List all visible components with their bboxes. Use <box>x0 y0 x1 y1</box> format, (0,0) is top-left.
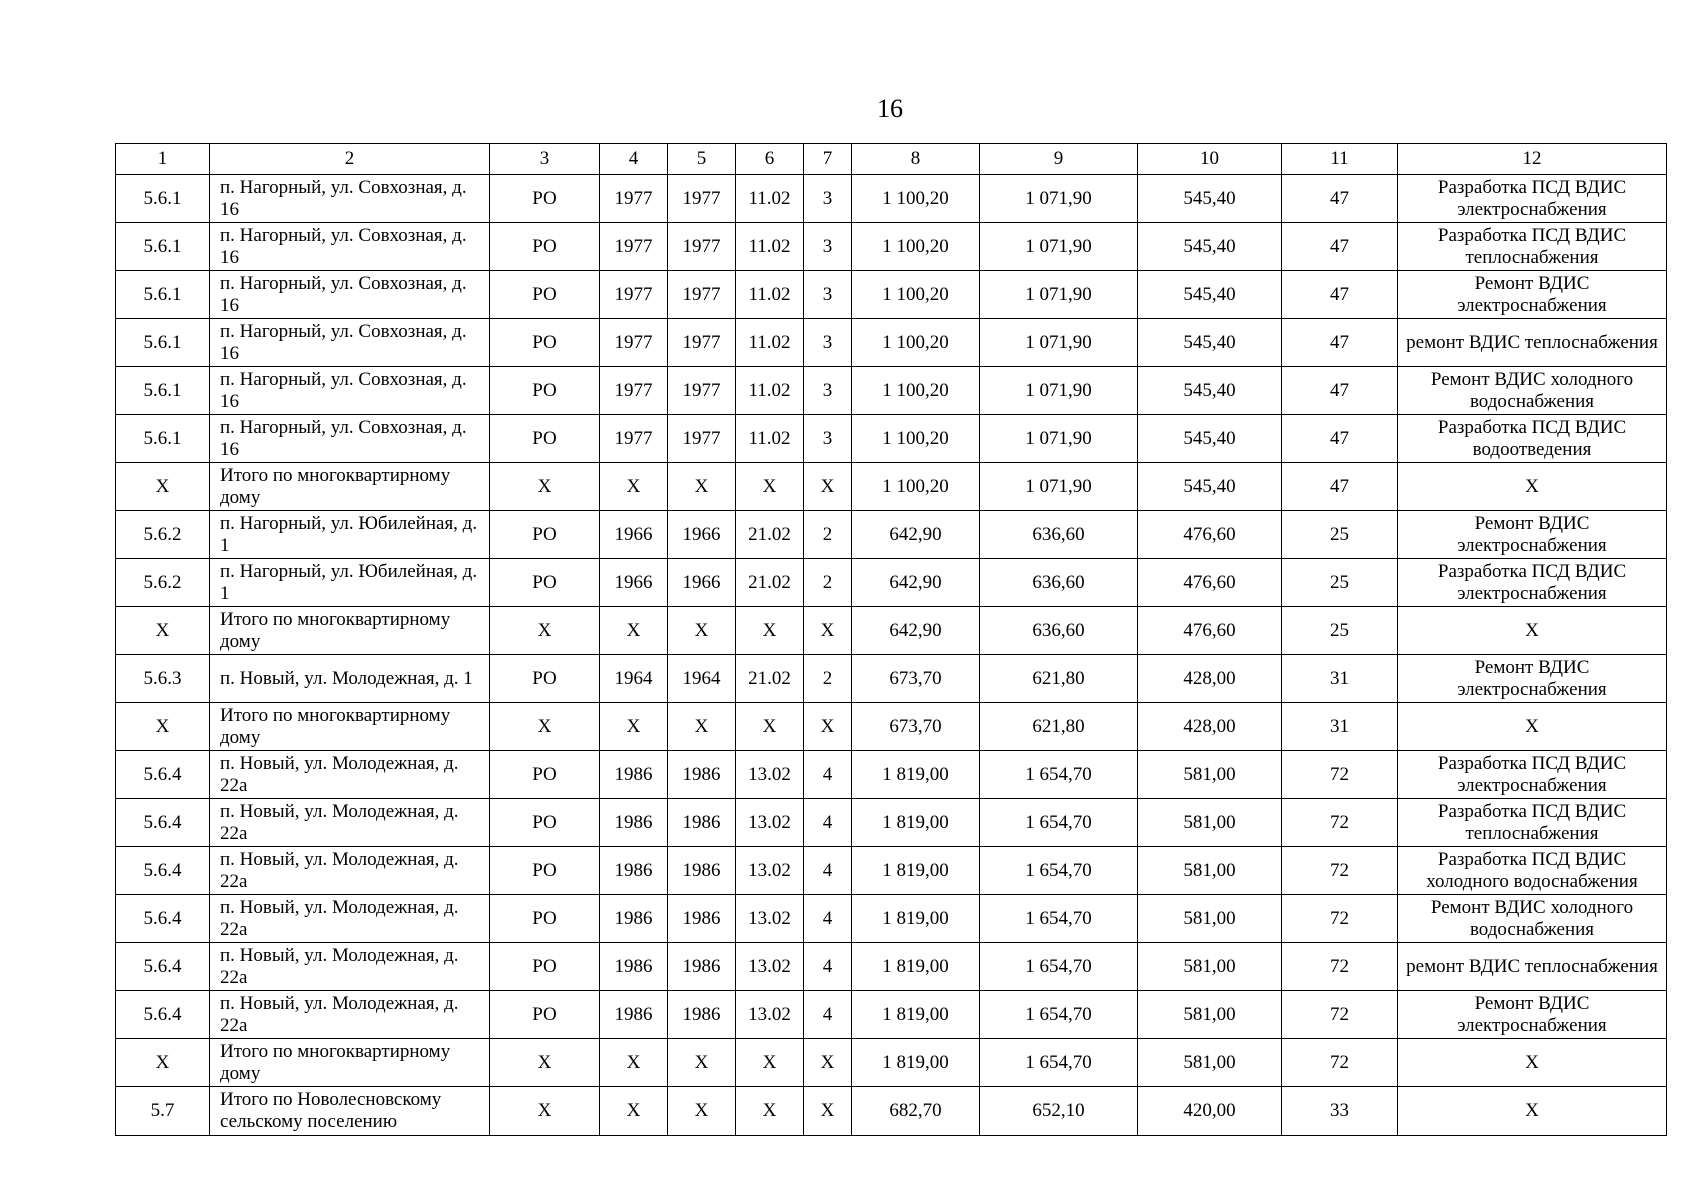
cell-floors: 2 <box>804 655 852 703</box>
cell-num: 5.6.2 <box>116 559 210 607</box>
cell-address: п. Новый, ул. Молодежная, д. 22а <box>210 943 490 991</box>
table-row <box>116 271 1667 319</box>
table-row <box>116 175 1667 223</box>
column-header: 12 <box>1398 144 1667 175</box>
cell-year-commission: Х <box>668 607 736 655</box>
cell-area-total: 1 100,20 <box>852 271 980 319</box>
cell-residents: 47 <box>1282 271 1398 319</box>
cell-area-total: 1 819,00 <box>852 1039 980 1087</box>
column-header: 1 <box>116 144 210 175</box>
cell-year-built: 1977 <box>600 271 668 319</box>
column-header: 6 <box>736 144 804 175</box>
cell-code: 13.02 <box>736 799 804 847</box>
cell-num: 5.6.1 <box>116 319 210 367</box>
cell-residents: 72 <box>1282 991 1398 1039</box>
cell-floors: 3 <box>804 319 852 367</box>
column-header: 10 <box>1138 144 1282 175</box>
cell-year-built: 1977 <box>600 319 668 367</box>
cell-area-other: 476,60 <box>1138 511 1282 559</box>
cell-floors: 3 <box>804 415 852 463</box>
cell-type: РО <box>490 223 600 271</box>
cell-area-other: 545,40 <box>1138 415 1282 463</box>
cell-floors: Х <box>804 703 852 751</box>
cell-code: Х <box>736 703 804 751</box>
cell-year-commission: 1977 <box>668 319 736 367</box>
cell-area-total: 1 819,00 <box>852 799 980 847</box>
cell-year-built: 1964 <box>600 655 668 703</box>
cell-residents: 47 <box>1282 367 1398 415</box>
cell-work-type: Разработка ПСД ВДИС теплоснабжения <box>1398 223 1667 271</box>
cell-area-living: 1 071,90 <box>980 415 1138 463</box>
cell-area-living: 636,60 <box>980 511 1138 559</box>
cell-floors: Х <box>804 463 852 511</box>
table-row <box>116 751 1667 799</box>
cell-area-other: 476,60 <box>1138 559 1282 607</box>
cell-address: п. Нагорный, ул. Совхозная, д. 16 <box>210 271 490 319</box>
cell-type: РО <box>490 319 600 367</box>
cell-year-commission: 1964 <box>668 655 736 703</box>
cell-code: Х <box>736 1087 804 1136</box>
cell-area-living: 1 654,70 <box>980 895 1138 943</box>
cell-area-other: 581,00 <box>1138 1039 1282 1087</box>
cell-address: п. Нагорный, ул. Совхозная, д. 16 <box>210 175 490 223</box>
cell-area-other: 428,00 <box>1138 655 1282 703</box>
table-row <box>116 463 1667 511</box>
cell-type: РО <box>490 175 600 223</box>
cell-residents: 25 <box>1282 511 1398 559</box>
table-row <box>116 991 1667 1039</box>
cell-year-built: Х <box>600 1039 668 1087</box>
cell-type: РО <box>490 991 600 1039</box>
cell-year-built: 1986 <box>600 943 668 991</box>
cell-address: п. Новый, ул. Молодежная, д. 22а <box>210 991 490 1039</box>
cell-area-living: 1 654,70 <box>980 1039 1138 1087</box>
cell-residents: 31 <box>1282 655 1398 703</box>
table-row <box>116 367 1667 415</box>
cell-floors: 4 <box>804 799 852 847</box>
cell-residents: 25 <box>1282 559 1398 607</box>
cell-year-built: Х <box>600 1087 668 1136</box>
cell-code: 11.02 <box>736 271 804 319</box>
column-header: 9 <box>980 144 1138 175</box>
cell-code: 11.02 <box>736 175 804 223</box>
cell-num: Х <box>116 607 210 655</box>
cell-area-other: 420,00 <box>1138 1087 1282 1136</box>
cell-num: Х <box>116 463 210 511</box>
cell-work-type: Разработка ПСД ВДИС электроснабжения <box>1398 175 1667 223</box>
column-header: 3 <box>490 144 600 175</box>
cell-area-total: 673,70 <box>852 703 980 751</box>
cell-address: п. Нагорный, ул. Совхозная, д. 16 <box>210 319 490 367</box>
cell-address: Итого по многоквартирному дому <box>210 607 490 655</box>
cell-work-type: Ремонт ВДИС электроснабжения <box>1398 271 1667 319</box>
cell-address: Итого по многоквартирному дому <box>210 703 490 751</box>
cell-num: Х <box>116 703 210 751</box>
cell-area-other: 545,40 <box>1138 271 1282 319</box>
cell-work-type: Ремонт ВДИС электроснабжения <box>1398 655 1667 703</box>
cell-residents: 72 <box>1282 799 1398 847</box>
cell-year-commission: 1977 <box>668 175 736 223</box>
cell-floors: Х <box>804 1087 852 1136</box>
cell-code: 11.02 <box>736 367 804 415</box>
cell-code: 11.02 <box>736 415 804 463</box>
cell-type: Х <box>490 463 600 511</box>
cell-address: п. Нагорный, ул. Совхозная, д. 16 <box>210 367 490 415</box>
cell-work-type: ремонт ВДИС теплоснабжения <box>1398 319 1667 367</box>
cell-year-commission: 1986 <box>668 847 736 895</box>
cell-area-other: 581,00 <box>1138 895 1282 943</box>
cell-address: п. Нагорный, ул. Совхозная, д. 16 <box>210 415 490 463</box>
cell-num: 5.6.4 <box>116 895 210 943</box>
cell-floors: 4 <box>804 895 852 943</box>
cell-num: 5.6.1 <box>116 271 210 319</box>
cell-year-built: Х <box>600 703 668 751</box>
cell-residents: 47 <box>1282 319 1398 367</box>
cell-area-living: 636,60 <box>980 607 1138 655</box>
cell-work-type: Разработка ПСД ВДИС водоотведения <box>1398 415 1667 463</box>
cell-area-other: 545,40 <box>1138 175 1282 223</box>
cell-address: п. Новый, ул. Молодежная, д. 22а <box>210 895 490 943</box>
cell-year-commission: 1977 <box>668 367 736 415</box>
table-row <box>116 703 1667 751</box>
cell-area-living: 621,80 <box>980 703 1138 751</box>
cell-num: 5.6.2 <box>116 511 210 559</box>
cell-year-commission: 1986 <box>668 991 736 1039</box>
cell-work-type: Ремонт ВДИС холодного водоснабжения <box>1398 367 1667 415</box>
cell-code: 13.02 <box>736 895 804 943</box>
cell-type: РО <box>490 367 600 415</box>
cell-code: 21.02 <box>736 559 804 607</box>
cell-area-other: 476,60 <box>1138 607 1282 655</box>
table-row <box>116 799 1667 847</box>
cell-address: п. Нагорный, ул. Юбилейная, д. 1 <box>210 511 490 559</box>
cell-residents: 72 <box>1282 943 1398 991</box>
cell-work-type: Разработка ПСД ВДИС теплоснабжения <box>1398 799 1667 847</box>
cell-work-type: Ремонт ВДИС электроснабжения <box>1398 991 1667 1039</box>
cell-type: РО <box>490 559 600 607</box>
table-row <box>116 511 1667 559</box>
cell-code: Х <box>736 1039 804 1087</box>
cell-year-commission: 1986 <box>668 895 736 943</box>
cell-area-total: 1 819,00 <box>852 991 980 1039</box>
cell-code: Х <box>736 607 804 655</box>
cell-code: 11.02 <box>736 319 804 367</box>
cell-floors: Х <box>804 607 852 655</box>
cell-residents: 72 <box>1282 895 1398 943</box>
cell-area-living: 1 654,70 <box>980 799 1138 847</box>
cell-code: Х <box>736 463 804 511</box>
cell-residents: 47 <box>1282 463 1398 511</box>
cell-floors: 3 <box>804 175 852 223</box>
column-header: 4 <box>600 144 668 175</box>
cell-type: РО <box>490 799 600 847</box>
cell-area-total: 642,90 <box>852 559 980 607</box>
cell-type: РО <box>490 655 600 703</box>
cell-address: п. Новый, ул. Молодежная, д. 1 <box>210 655 490 703</box>
cell-area-living: 636,60 <box>980 559 1138 607</box>
cell-area-total: 642,90 <box>852 511 980 559</box>
cell-residents: 31 <box>1282 703 1398 751</box>
table-row <box>116 943 1667 991</box>
column-header: 5 <box>668 144 736 175</box>
cell-work-type: Х <box>1398 703 1667 751</box>
cell-num: 5.6.4 <box>116 991 210 1039</box>
cell-year-commission: Х <box>668 463 736 511</box>
cell-year-commission: 1986 <box>668 751 736 799</box>
cell-work-type: Ремонт ВДИС холодного водоснабжения <box>1398 895 1667 943</box>
table-row <box>116 847 1667 895</box>
page-number: 16 <box>877 94 903 123</box>
cell-num: Х <box>116 1039 210 1087</box>
cell-area-living: 1 071,90 <box>980 271 1138 319</box>
cell-area-living: 1 071,90 <box>980 367 1138 415</box>
cell-year-commission: Х <box>668 1087 736 1136</box>
cell-area-living: 1 654,70 <box>980 943 1138 991</box>
cell-area-total: 1 100,20 <box>852 319 980 367</box>
cell-address: Итого по Новолесновскому сельскому поселению <box>210 1087 490 1136</box>
cell-code: 13.02 <box>736 751 804 799</box>
cell-floors: 4 <box>804 751 852 799</box>
cell-area-living: 1 654,70 <box>980 991 1138 1039</box>
cell-floors: 3 <box>804 223 852 271</box>
cell-year-built: Х <box>600 463 668 511</box>
cell-area-total: 1 100,20 <box>852 415 980 463</box>
cell-area-other: 545,40 <box>1138 367 1282 415</box>
cell-residents: 25 <box>1282 607 1398 655</box>
cell-code: 13.02 <box>736 991 804 1039</box>
cell-area-living: 1 071,90 <box>980 175 1138 223</box>
cell-work-type: Разработка ПСД ВДИС электроснабжения <box>1398 559 1667 607</box>
cell-year-commission: 1977 <box>668 223 736 271</box>
cell-num: 5.6.1 <box>116 175 210 223</box>
cell-year-built: 1986 <box>600 991 668 1039</box>
cell-residents: 72 <box>1282 1039 1398 1087</box>
cell-area-living: 1 071,90 <box>980 223 1138 271</box>
cell-area-living: 652,10 <box>980 1087 1138 1136</box>
cell-floors: Х <box>804 1039 852 1087</box>
cell-area-other: 581,00 <box>1138 847 1282 895</box>
cell-type: РО <box>490 847 600 895</box>
cell-address: п. Новый, ул. Молодежная, д. 22а <box>210 799 490 847</box>
data-table <box>115 143 1667 1136</box>
cell-year-built: 1977 <box>600 367 668 415</box>
cell-area-total: 1 819,00 <box>852 751 980 799</box>
cell-type: Х <box>490 703 600 751</box>
cell-num: 5.6.3 <box>116 655 210 703</box>
cell-type: РО <box>490 895 600 943</box>
column-header: 2 <box>210 144 490 175</box>
cell-year-built: 1977 <box>600 415 668 463</box>
cell-area-total: 642,90 <box>852 607 980 655</box>
cell-address: п. Новый, ул. Молодежная, д. 22а <box>210 751 490 799</box>
cell-area-other: 545,40 <box>1138 223 1282 271</box>
cell-floors: 3 <box>804 367 852 415</box>
cell-floors: 2 <box>804 511 852 559</box>
cell-code: 21.02 <box>736 655 804 703</box>
cell-year-built: 1986 <box>600 847 668 895</box>
cell-address: Итого по многоквартирному дому <box>210 463 490 511</box>
cell-type: Х <box>490 1087 600 1136</box>
cell-residents: 33 <box>1282 1087 1398 1136</box>
cell-floors: 4 <box>804 943 852 991</box>
column-header: 8 <box>852 144 980 175</box>
cell-area-other: 581,00 <box>1138 799 1282 847</box>
cell-work-type: Х <box>1398 1039 1667 1087</box>
cell-work-type: ремонт ВДИС теплоснабжения <box>1398 943 1667 991</box>
cell-work-type: Х <box>1398 607 1667 655</box>
cell-area-total: 1 819,00 <box>852 895 980 943</box>
cell-year-built: 1986 <box>600 895 668 943</box>
cell-year-built: Х <box>600 607 668 655</box>
cell-year-built: 1977 <box>600 175 668 223</box>
cell-area-total: 1 819,00 <box>852 943 980 991</box>
table-row <box>116 1087 1667 1136</box>
cell-area-total: 1 100,20 <box>852 367 980 415</box>
cell-year-commission: 1986 <box>668 799 736 847</box>
cell-floors: 2 <box>804 559 852 607</box>
cell-area-living: 1 071,90 <box>980 319 1138 367</box>
cell-area-living: 1 071,90 <box>980 463 1138 511</box>
column-header: 7 <box>804 144 852 175</box>
cell-year-built: 1986 <box>600 751 668 799</box>
cell-num: 5.6.1 <box>116 415 210 463</box>
table-row <box>116 223 1667 271</box>
cell-work-type: Разработка ПСД ВДИС холодного водоснабжения <box>1398 847 1667 895</box>
cell-area-other: 581,00 <box>1138 991 1282 1039</box>
cell-area-other: 545,40 <box>1138 319 1282 367</box>
cell-num: 5.6.1 <box>116 367 210 415</box>
cell-code: 13.02 <box>736 847 804 895</box>
cell-year-built: 1986 <box>600 799 668 847</box>
cell-code: 21.02 <box>736 511 804 559</box>
cell-work-type: Х <box>1398 1087 1667 1136</box>
cell-work-type: Разработка ПСД ВДИС электроснабжения <box>1398 751 1667 799</box>
cell-residents: 72 <box>1282 847 1398 895</box>
cell-address: п. Нагорный, ул. Совхозная, д. 16 <box>210 223 490 271</box>
cell-year-commission: 1986 <box>668 943 736 991</box>
cell-year-built: 1966 <box>600 511 668 559</box>
cell-code: 13.02 <box>736 943 804 991</box>
cell-residents: 47 <box>1282 415 1398 463</box>
cell-year-built: 1977 <box>600 223 668 271</box>
cell-year-built: 1966 <box>600 559 668 607</box>
cell-area-total: 1 100,20 <box>852 463 980 511</box>
table-row <box>116 655 1667 703</box>
header-row <box>116 144 1667 175</box>
table-row <box>116 895 1667 943</box>
cell-year-commission: 1966 <box>668 559 736 607</box>
cell-year-commission: Х <box>668 1039 736 1087</box>
cell-year-commission: Х <box>668 703 736 751</box>
cell-work-type: Ремонт ВДИС электроснабжения <box>1398 511 1667 559</box>
cell-area-living: 1 654,70 <box>980 847 1138 895</box>
cell-code: 11.02 <box>736 223 804 271</box>
cell-num: 5.6.4 <box>116 799 210 847</box>
column-header: 11 <box>1282 144 1398 175</box>
cell-area-living: 621,80 <box>980 655 1138 703</box>
cell-address: п. Нагорный, ул. Юбилейная, д. 1 <box>210 559 490 607</box>
cell-type: РО <box>490 415 600 463</box>
cell-area-other: 428,00 <box>1138 703 1282 751</box>
cell-area-total: 1 819,00 <box>852 847 980 895</box>
table-row <box>116 1039 1667 1087</box>
cell-type: Х <box>490 1039 600 1087</box>
cell-type: РО <box>490 943 600 991</box>
cell-area-total: 1 100,20 <box>852 223 980 271</box>
cell-year-commission: 1977 <box>668 415 736 463</box>
cell-num: 5.6.1 <box>116 223 210 271</box>
cell-area-other: 581,00 <box>1138 943 1282 991</box>
cell-type: Х <box>490 607 600 655</box>
cell-year-commission: 1977 <box>668 271 736 319</box>
cell-area-total: 682,70 <box>852 1087 980 1136</box>
cell-area-total: 1 100,20 <box>852 175 980 223</box>
cell-floors: 4 <box>804 847 852 895</box>
cell-residents: 72 <box>1282 751 1398 799</box>
cell-num: 5.6.4 <box>116 751 210 799</box>
cell-type: РО <box>490 271 600 319</box>
table-row <box>116 319 1667 367</box>
cell-area-total: 673,70 <box>852 655 980 703</box>
cell-area-other: 581,00 <box>1138 751 1282 799</box>
cell-residents: 47 <box>1282 223 1398 271</box>
table-row <box>116 415 1667 463</box>
cell-floors: 4 <box>804 991 852 1039</box>
cell-area-other: 545,40 <box>1138 463 1282 511</box>
table-row <box>116 607 1667 655</box>
cell-work-type: Х <box>1398 463 1667 511</box>
cell-area-living: 1 654,70 <box>980 751 1138 799</box>
cell-year-commission: 1966 <box>668 511 736 559</box>
cell-num: 5.7 <box>116 1087 210 1136</box>
cell-address: п. Новый, ул. Молодежная, д. 22а <box>210 847 490 895</box>
cell-type: РО <box>490 751 600 799</box>
cell-address: Итого по многоквартирному дому <box>210 1039 490 1087</box>
table-row <box>116 559 1667 607</box>
cell-num: 5.6.4 <box>116 847 210 895</box>
cell-floors: 3 <box>804 271 852 319</box>
cell-residents: 47 <box>1282 175 1398 223</box>
cell-num: 5.6.4 <box>116 943 210 991</box>
cell-type: РО <box>490 511 600 559</box>
